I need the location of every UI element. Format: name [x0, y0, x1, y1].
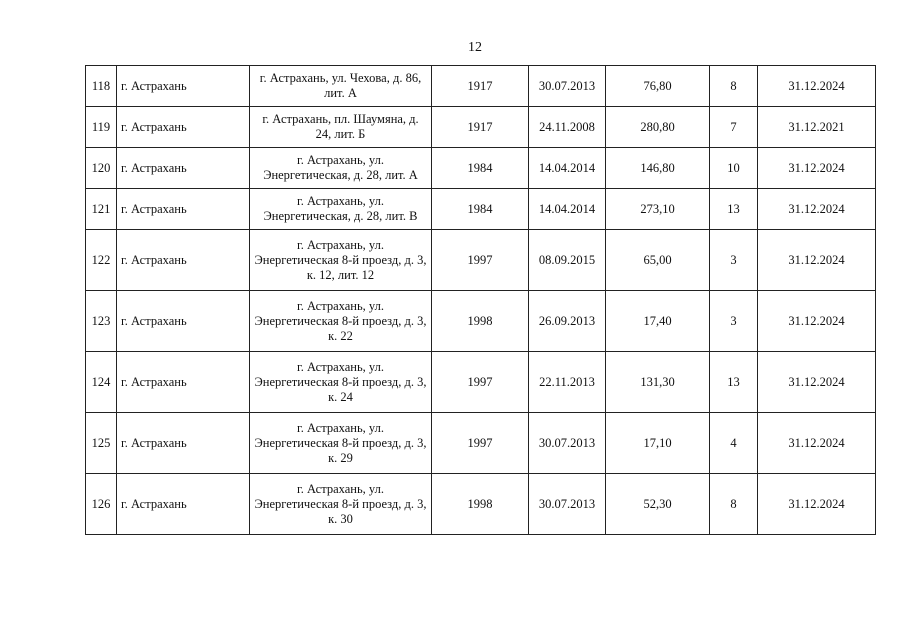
count-cell: 7	[710, 107, 758, 148]
count-cell: 3	[710, 230, 758, 291]
date-cell: 30.07.2013	[529, 413, 606, 474]
year-cell: 1998	[432, 291, 529, 352]
date-cell: 26.09.2013	[529, 291, 606, 352]
end-date-cell: 31.12.2024	[758, 291, 876, 352]
area-cell: 131,30	[606, 352, 710, 413]
date-cell: 24.11.2008	[529, 107, 606, 148]
year-cell: 1917	[432, 66, 529, 107]
address-cell: г. Астрахань, ул. Чехова, д. 86, лит. А	[250, 66, 432, 107]
row-number: 122	[86, 230, 117, 291]
area-cell: 76,80	[606, 66, 710, 107]
year-cell: 1984	[432, 148, 529, 189]
end-date-cell: 31.12.2024	[758, 230, 876, 291]
date-cell: 30.07.2013	[529, 66, 606, 107]
count-cell: 4	[710, 413, 758, 474]
count-cell: 10	[710, 148, 758, 189]
address-cell: г. Астрахань, ул. Энергетическая 8-й проезд, д. 3, к. 24	[250, 352, 432, 413]
city-cell: г. Астрахань	[117, 107, 250, 148]
count-cell: 8	[710, 66, 758, 107]
end-date-cell: 31.12.2024	[758, 148, 876, 189]
table-row	[86, 66, 876, 107]
date-cell: 08.09.2015	[529, 230, 606, 291]
count-cell: 8	[710, 474, 758, 535]
city-cell: г. Астрахань	[117, 413, 250, 474]
city-cell: г. Астрахань	[117, 189, 250, 230]
end-date-cell: 31.12.2024	[758, 413, 876, 474]
city-cell: г. Астрахань	[117, 230, 250, 291]
table-row	[86, 291, 876, 352]
year-cell: 1997	[432, 230, 529, 291]
year-cell: 1984	[432, 189, 529, 230]
year-cell: 1998	[432, 474, 529, 535]
address-cell: г. Астрахань, пл. Шаумяна, д. 24, лит. Б	[250, 107, 432, 148]
date-cell: 14.04.2014	[529, 189, 606, 230]
housing-registry-table	[85, 65, 876, 535]
area-cell: 273,10	[606, 189, 710, 230]
end-date-cell: 31.12.2024	[758, 66, 876, 107]
year-cell: 1997	[432, 352, 529, 413]
table-row	[86, 189, 876, 230]
end-date-cell: 31.12.2024	[758, 474, 876, 535]
table-row	[86, 352, 876, 413]
count-cell: 3	[710, 291, 758, 352]
count-cell: 13	[710, 352, 758, 413]
area-cell: 280,80	[606, 107, 710, 148]
row-number: 120	[86, 148, 117, 189]
address-cell: г. Астрахань, ул. Энергетическая 8-й проезд, д. 3, к. 12, лит. 12	[250, 230, 432, 291]
address-cell: г. Астрахань, ул. Энергетическая 8-й проезд, д. 3, к. 30	[250, 474, 432, 535]
city-cell: г. Астрахань	[117, 66, 250, 107]
row-number: 126	[86, 474, 117, 535]
date-cell: 22.11.2013	[529, 352, 606, 413]
year-cell: 1997	[432, 413, 529, 474]
table-row	[86, 148, 876, 189]
address-cell: г. Астрахань, ул. Энергетическая, д. 28, лит. А	[250, 148, 432, 189]
end-date-cell: 31.12.2024	[758, 352, 876, 413]
date-cell: 30.07.2013	[529, 474, 606, 535]
row-number: 123	[86, 291, 117, 352]
address-cell: г. Астрахань, ул. Энергетическая 8-й проезд, д. 3, к. 29	[250, 413, 432, 474]
row-number: 125	[86, 413, 117, 474]
table-row	[86, 474, 876, 535]
area-cell: 52,30	[606, 474, 710, 535]
row-number: 124	[86, 352, 117, 413]
table-row	[86, 107, 876, 148]
area-cell: 65,00	[606, 230, 710, 291]
area-cell: 17,40	[606, 291, 710, 352]
page-number: 12	[468, 40, 482, 55]
row-number: 121	[86, 189, 117, 230]
city-cell: г. Астрахань	[117, 474, 250, 535]
year-cell: 1917	[432, 107, 529, 148]
row-number: 119	[86, 107, 117, 148]
city-cell: г. Астрахань	[117, 148, 250, 189]
count-cell: 13	[710, 189, 758, 230]
date-cell: 14.04.2014	[529, 148, 606, 189]
row-number: 118	[86, 66, 117, 107]
end-date-cell: 31.12.2021	[758, 107, 876, 148]
area-cell: 146,80	[606, 148, 710, 189]
table-row	[86, 230, 876, 291]
end-date-cell: 31.12.2024	[758, 189, 876, 230]
area-cell: 17,10	[606, 413, 710, 474]
city-cell: г. Астрахань	[117, 352, 250, 413]
address-cell: г. Астрахань, ул. Энергетическая 8-й проезд, д. 3, к. 22	[250, 291, 432, 352]
table-row	[86, 413, 876, 474]
city-cell: г. Астрахань	[117, 291, 250, 352]
address-cell: г. Астрахань, ул. Энергетическая, д. 28, лит. В	[250, 189, 432, 230]
